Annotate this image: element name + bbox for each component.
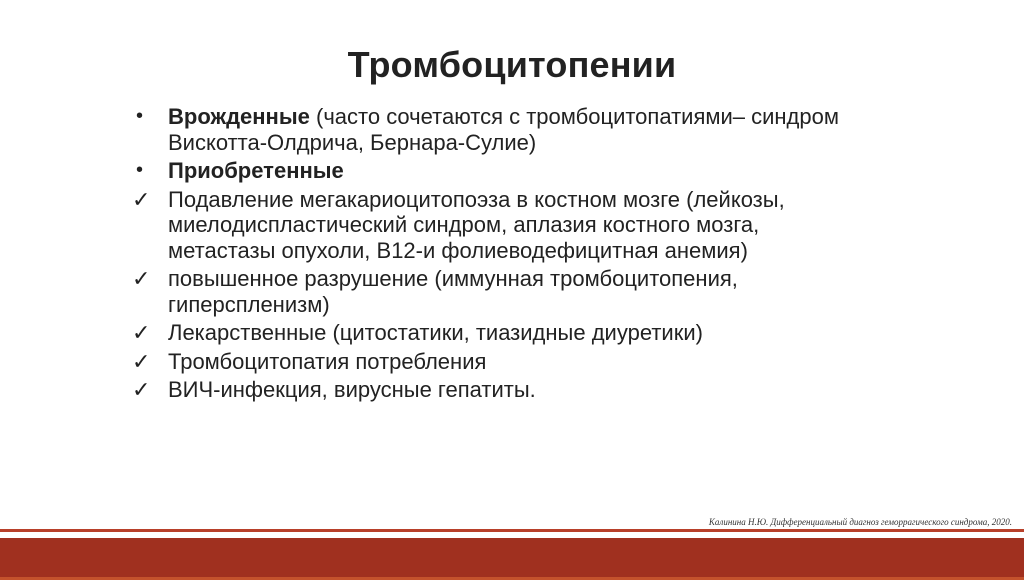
list-item	[130, 320, 850, 346]
list-item	[130, 158, 850, 184]
footer-bar	[0, 532, 1024, 580]
list-item	[130, 104, 850, 155]
bullet-list	[130, 104, 850, 406]
bullet-icon: •	[136, 105, 144, 127]
item-text: повышенное разрушение (иммунная тромбоцитопения, гиперспленизм)	[168, 266, 738, 317]
checkmark-icon: ✓	[132, 377, 151, 402]
checkmark-icon: ✓	[132, 186, 151, 212]
slide-title: Тромбоцитопении	[347, 44, 677, 85]
item-text: Тромбоцитопатия потребления	[168, 348, 487, 374]
item-text: Лекарственные (цитостатики, тиазидные диуретики)	[168, 320, 703, 345]
checkmark-icon: ✓	[132, 320, 151, 345]
item-text: Подавление мегакариоцитопоэза в костном мозге (лейкозы, миелодиспластический синдром, аплазия костного мозга, метастазы опухоли, В12-и фолиеводефицитная анемия)	[168, 186, 785, 263]
list-item	[130, 187, 850, 264]
item-heading: Врожденные	[168, 104, 310, 129]
citation-footnote: Калинина Н.Ю. Дифференциальный диагноз геморрагического синдрома, 2020.	[708, 517, 1012, 527]
list-item	[130, 349, 850, 375]
list-item	[130, 377, 850, 403]
item-heading: Приобретенные	[168, 158, 344, 183]
list-item	[130, 266, 850, 317]
item-text: (часто сочетаются с тромбоцитопатиями– синдром Вискотта-Олдрича, Бернара-Сулие)	[168, 104, 839, 155]
item-text: ВИЧ-инфекция, вирусные гепатиты.	[168, 377, 536, 402]
checkmark-icon: ✓	[132, 266, 151, 291]
bullet-icon: •	[136, 159, 144, 181]
checkmark-icon: ✓	[132, 348, 151, 374]
